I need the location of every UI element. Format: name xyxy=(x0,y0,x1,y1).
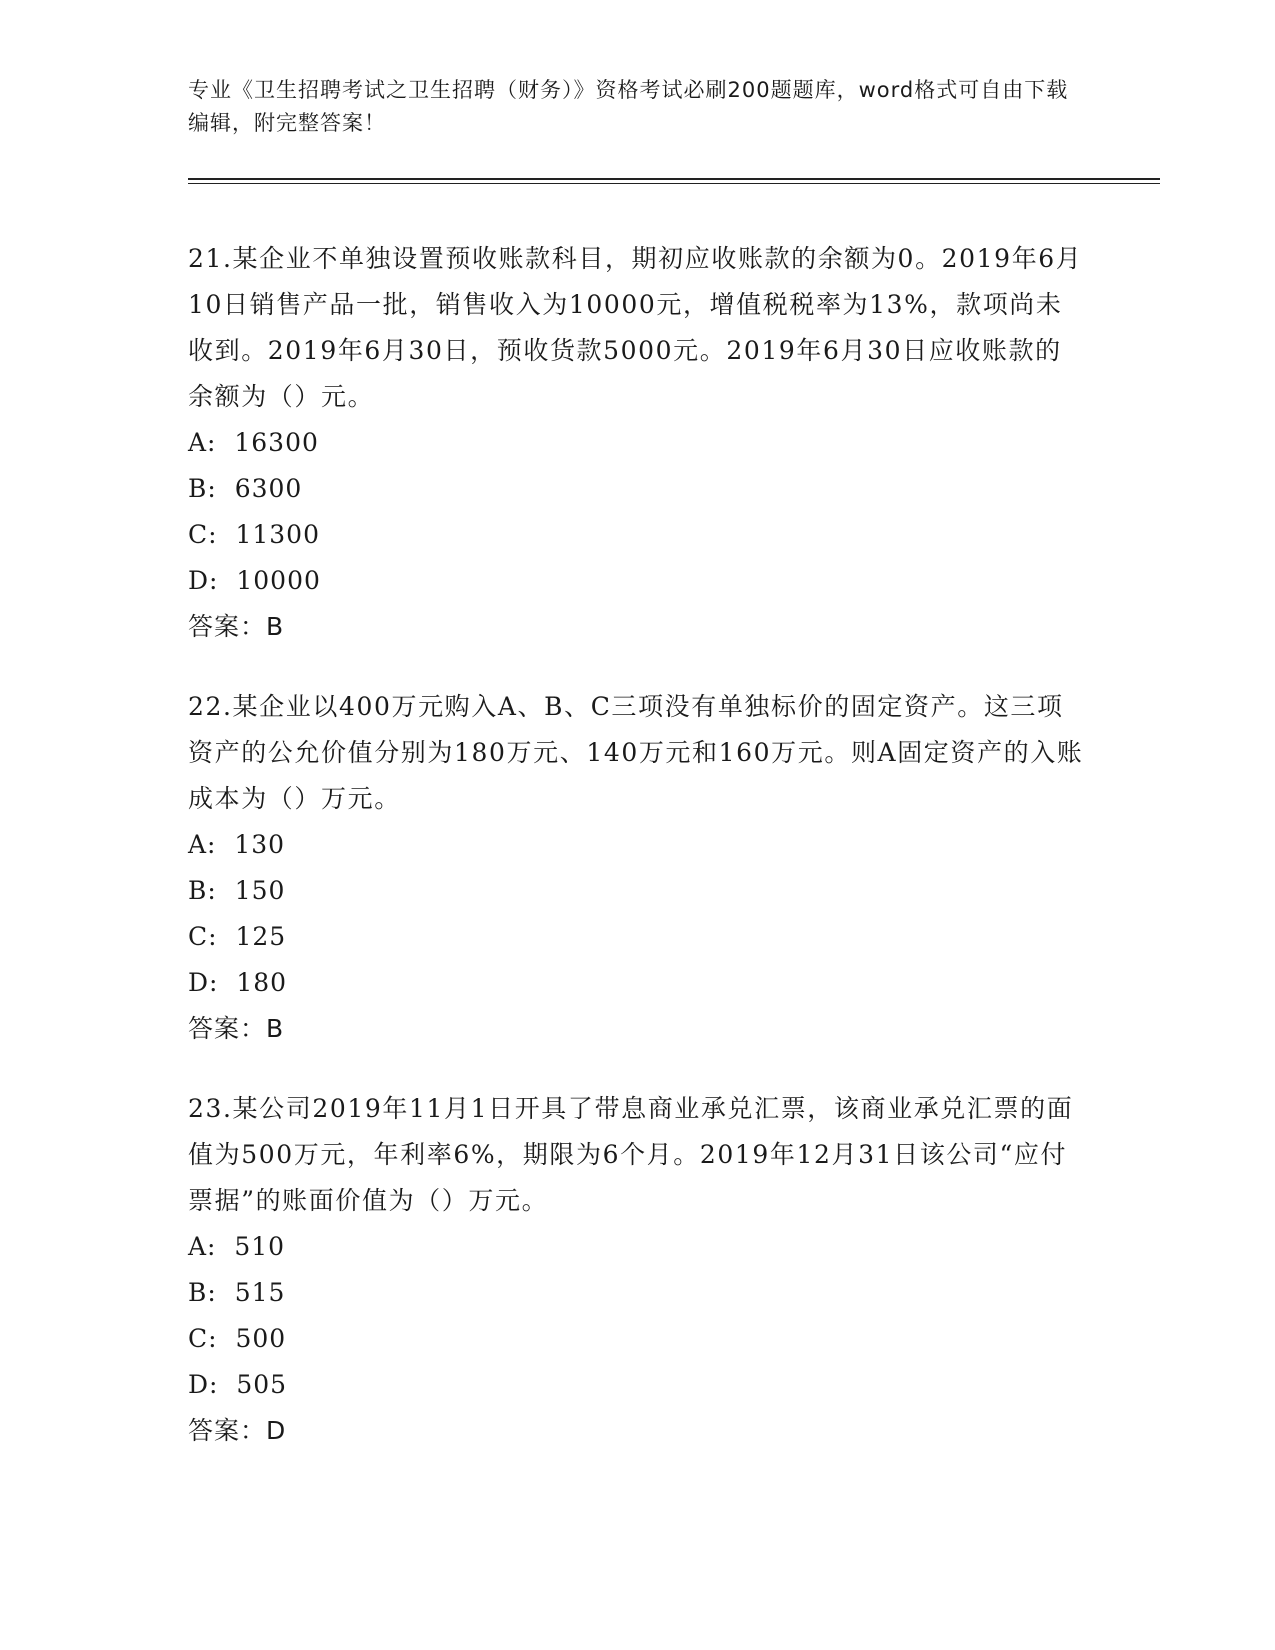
option-b: B: 150 xyxy=(188,876,286,905)
option-c: C: 11300 xyxy=(188,520,320,549)
question-22 xyxy=(188,684,1088,1052)
option-c: C: 500 xyxy=(188,1324,287,1353)
option-d: D: 10000 xyxy=(188,566,321,595)
option-a: A: 510 xyxy=(188,1232,286,1261)
answer: 答案：B xyxy=(188,1014,285,1043)
question-stem: 21.某企业不单独设置预收账款科目，期初应收账款的余额为0。2019年6月10日销售产品一批，销售收入为10000元，增值税税率为13%，款项尚未收到。2019年6月30日，预收货款5000元。2019年6月30日应收账款的余额为（）元。 xyxy=(188,244,1083,411)
option-d: D: 505 xyxy=(188,1370,288,1399)
answer: 答案：D xyxy=(188,1416,287,1445)
option-a: A: 16300 xyxy=(188,428,319,457)
document-header xyxy=(188,74,1088,140)
header-divider xyxy=(188,178,1160,184)
question-list xyxy=(188,236,1088,1488)
question-stem: 22.某企业以400万元购入A、B、C三项没有单独标价的固定资产。这三项资产的公允价值分别为180万元、140万元和160万元。则A固定资产的入账成本为（）万元。 xyxy=(188,692,1084,813)
question-21 xyxy=(188,236,1088,650)
header-title: 专业《卫生招聘考试之卫生招聘（财务）》资格考试必刷200题题库，word格式可自由下载编辑，附完整答案！ xyxy=(188,78,1069,135)
answer: 答案：B xyxy=(188,612,285,641)
option-a: A: 130 xyxy=(188,830,286,859)
option-d: D: 180 xyxy=(188,968,288,997)
question-23 xyxy=(188,1086,1088,1454)
option-c: C: 125 xyxy=(188,922,287,951)
option-b: B: 515 xyxy=(188,1278,286,1307)
option-b: B: 6300 xyxy=(188,474,303,503)
question-stem: 23.某公司2019年11月1日开具了带息商业承兑汇票，该商业承兑汇票的面值为500万元，年利率6%，期限为6个月。2019年12月31日该公司“应付票据”的账面价值为（）万元。 xyxy=(188,1094,1074,1215)
